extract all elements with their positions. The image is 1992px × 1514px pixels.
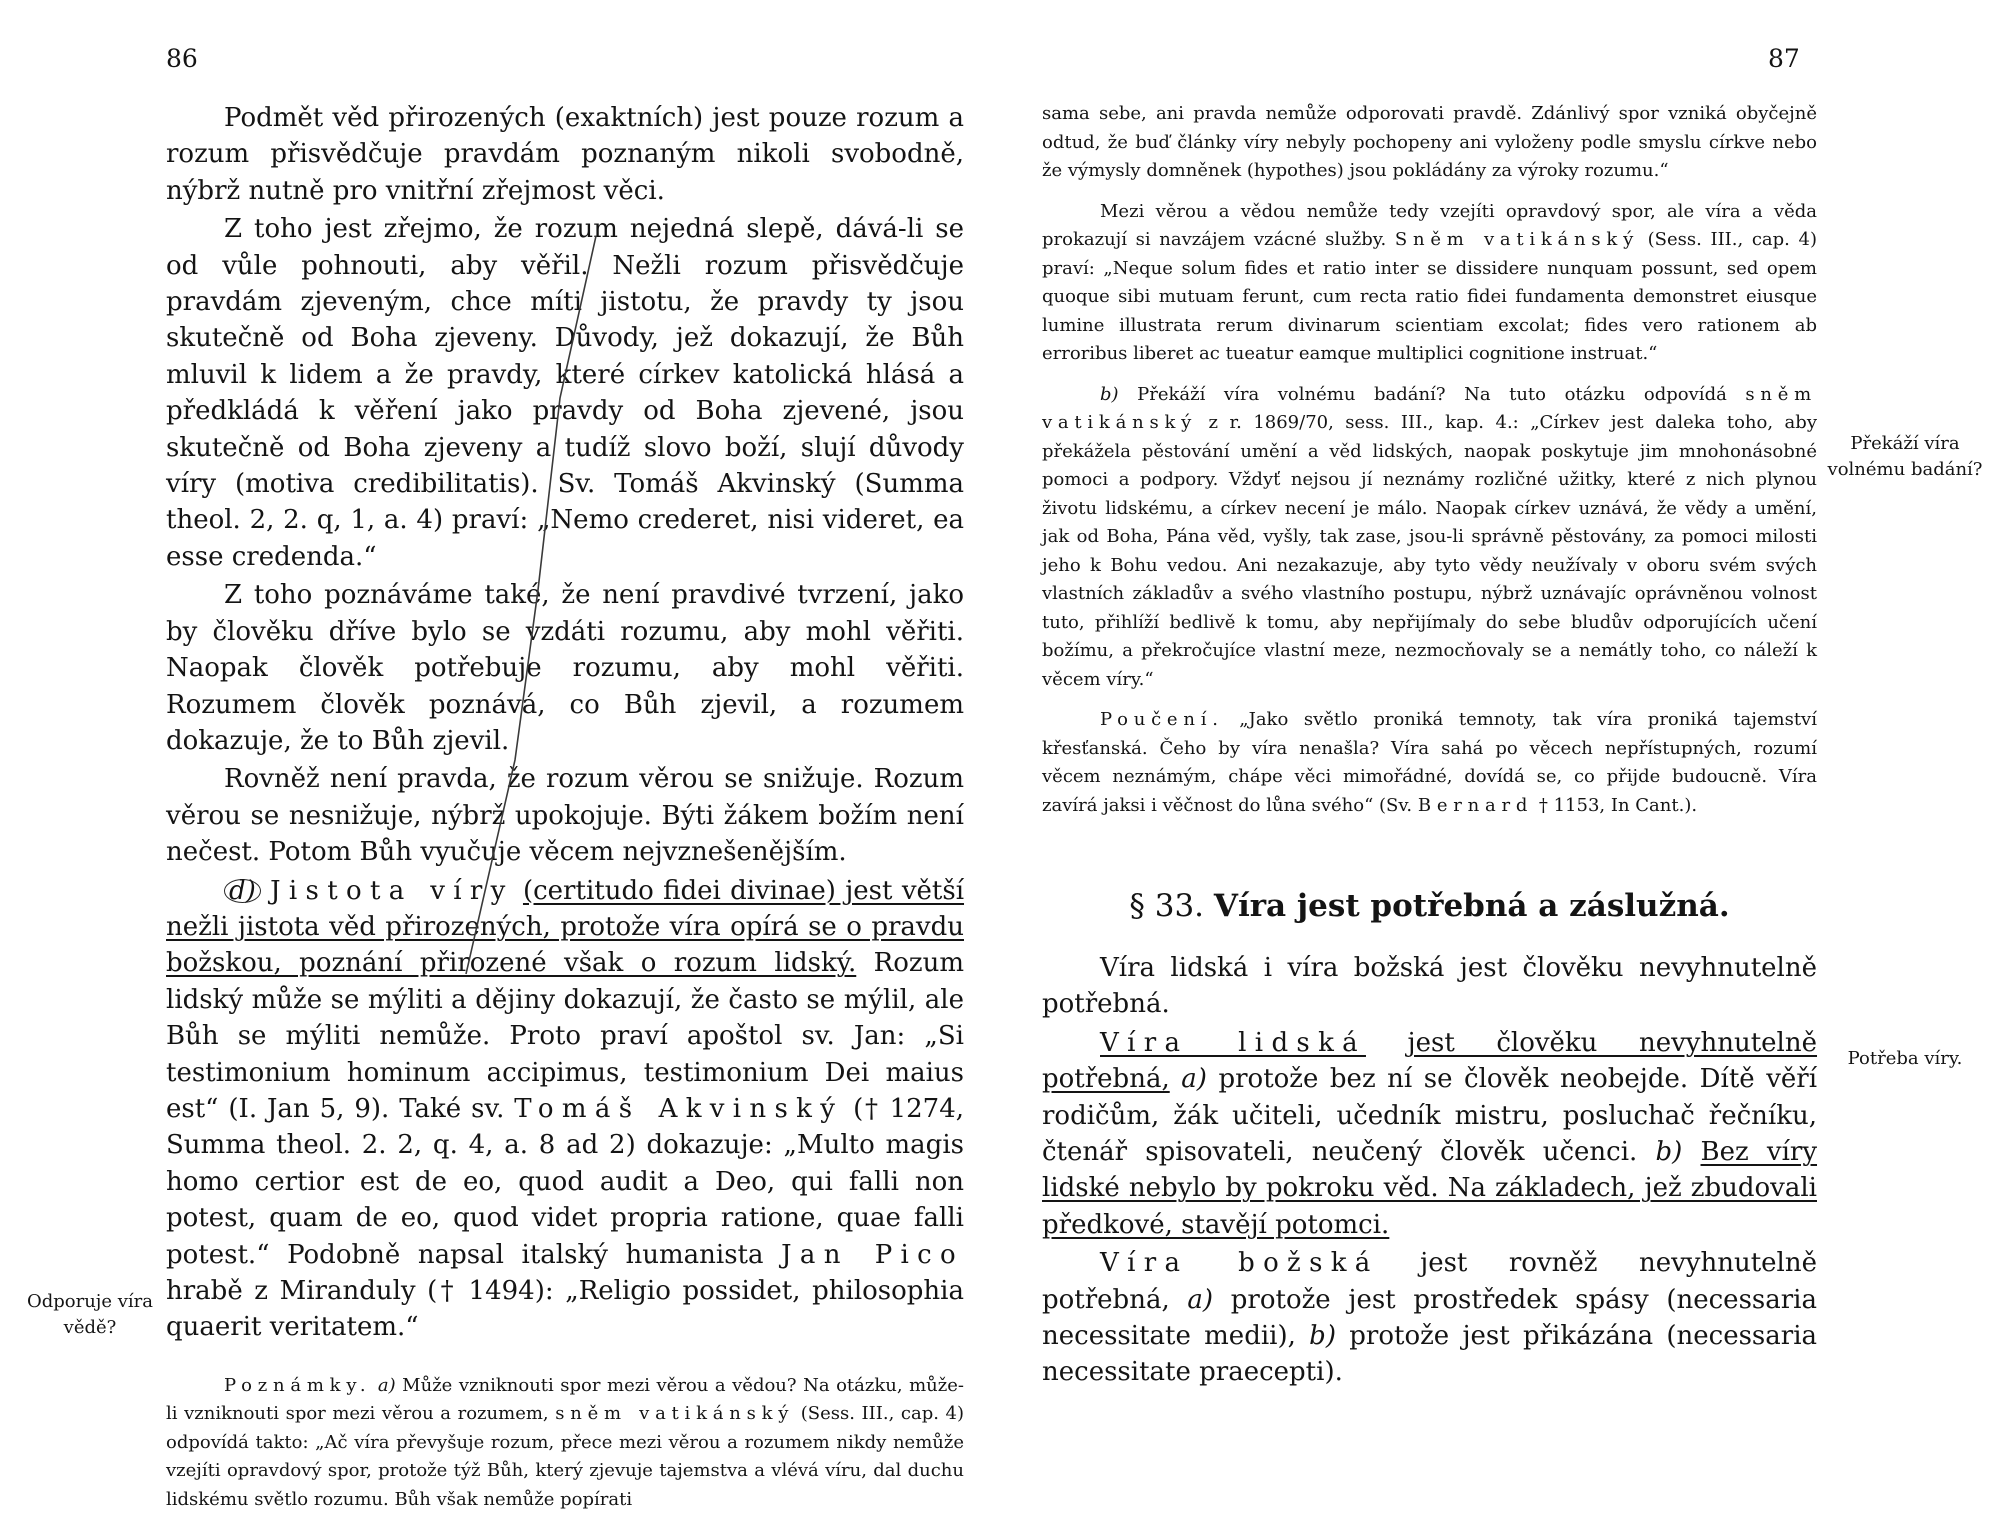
text: (Sess. III., cap. 4) praví: „Neque solum fides et ratio inter se dissidere nunquam possunt, sed opem quoque sibi mutuam ferunt, cum recta ratio fidei fundamenta demonstret eiusque lumine illustrata rerum divinarum scientiam excolat; fides vero rationem ab erroribus liberet ac tueatur eamque multiplici cognitione instruat.“ (1042, 229, 1817, 364)
text: protože bez ní se člověk neobejde. Dítě věří rodičům, žák učiteli, učedník mistru, posluchač řečníku, čtenář spisovateli, neučený člověk učenci. (1042, 1064, 1818, 1168)
page-number: 87 (1768, 44, 1800, 73)
page-number: 86 (166, 44, 198, 73)
term: Jistota víry (270, 875, 514, 906)
text: hrabě z Miranduly († 1494): „Religio possidet, philosophia quaerit veritatem.“ (166, 1276, 964, 1343)
person-name: Tomáš Akvinský (514, 1093, 844, 1124)
instruction-term: Poučení. (1100, 709, 1224, 730)
margin-note: Odporuje víra vědě? (26, 1291, 154, 1338)
council-name: sněm vatikánský (1042, 383, 1817, 433)
label: a) (1187, 1284, 1214, 1315)
notes-term: Poznámky. (224, 1374, 372, 1396)
text: Může vzniknouti spor mezi věrou a vědou? Na otázku, může-li vzniknouti spor mezi věrou a rozumem, (166, 1374, 964, 1425)
section-title: Víra jest potřebná a záslužná. (1213, 888, 1730, 924)
paragraph (1042, 198, 1817, 369)
right-page (996, 0, 1992, 1500)
section-heading (1042, 884, 1817, 928)
text: (Sess. III., cap. 4) odpovídá takto: „Ač víra převyšuje rozum, přece mezi věrou a rozumem nikdy nemůže vzejíti opravdový spor, protože týž Bůh, který zjevuje tajemstva a vlévá víru, dal duchu lidskému světlo rozumu. Bůh však nemůže popírati (166, 1403, 964, 1510)
person-name: Bernard (1417, 794, 1534, 816)
notes-paragraph (166, 1372, 964, 1514)
paragraph (1042, 1025, 1817, 1243)
label: b) (1309, 1321, 1336, 1352)
label: a) (1181, 1064, 1207, 1095)
left-page (0, 0, 996, 1510)
underlined-text: jest člověku nevyhnutelně potřebná, (1042, 1027, 1818, 1095)
paragraph: Z toho poznáváme také, že není pravdivé tvrzení, jako by člověku dříve bylo se vzdáti rozumu, aby mohl věřiti. Naopak člověk potřebuje rozumu, aby mohl věřiti. Rozumem člověk poznává, co Bůh zjevil, a rozumem dokazuje, že to Bůh zjevil. (166, 580, 964, 756)
margin-note: Potřeba víry. (1847, 1048, 1963, 1069)
underlined-text: (certitudo fidei divinae) jest větší nežli jistota věd přirozených, protože víra opírá se o pravdu božskou, poznání přirozené však o rozum lidský. (166, 875, 965, 979)
underlined-text: Bez víry lidské nebylo by pokroku věd. Na základech, jež zbudovali předkové, stavějí potomci. (1042, 1137, 1818, 1240)
text: protože jest prostředek spásy (necessaria necessitate medii), (1042, 1284, 1818, 1352)
text: Mezi věrou a vědou nemůže tedy vzejíti opravdový spor, ale víra a věda prokazují si navzájem vzácné služby. (1042, 200, 1817, 250)
text: jest rovněž nevyhnutelně potřebná, (1042, 1248, 1817, 1315)
certitude-paragraph (166, 873, 964, 1346)
label: b) (1100, 383, 1119, 405)
label: a) (377, 1374, 396, 1396)
text: † 1153, In Cant.). (1538, 794, 1698, 816)
label: b) (1655, 1137, 1683, 1168)
person-name: Jan Pico (781, 1239, 965, 1270)
instruction-paragraph (1042, 706, 1817, 820)
term: Víra lidská (1100, 1027, 1366, 1058)
text: protože jest přikázána (necessaria necessitate praecepti). (1042, 1321, 1818, 1388)
paragraph (1042, 1245, 1817, 1391)
paragraph: Podmět věd přirozených (exaktních) jest pouze rozum a rozum přisvědčuje pravdám poznaným nikoli svobodně, nýbrž nutně pro vnitřní zřejmost věci. (166, 103, 964, 206)
text: († 1274, Summa theol. 2. 2, q. 4, a. 8 ad 2) dokazuje: „Multo magis homo certior est de eo, quod audit a Deo, qui falli non potest, quam de eo, quod videt propria ratione, quae falli potest.“ Podobně napsal italský humanista (166, 1093, 965, 1270)
paragraph: Rovněž není pravda, že rozum věrou se snižuje. Rozum věrou se nesnižuje, nýbrž upokojuje. Býti žákem božím není nečest. Potom Bůh vyučuje věcem nejvznešenějším. (166, 764, 964, 868)
left-text-column (166, 100, 964, 1514)
text: „Jako světlo proniká temnoty, tak víra proniká tajemství křesťanská. Čeho by víra nenašla? Víra sahá po věcech nepřístupných, rozumí věcem neznámým, chápe věci mimořádné, dovídá se, co přijde budoucně. Víra zavírá jaksi i věčnost do lůna svého“ (Sv. (1042, 709, 1817, 816)
continued-paragraph: sama sebe, ani pravda nemůže odporovati pravdě. Zdánlivý spor vzniká obyčejně odtud, že buď články víry nebyly pochopeny ani vyloženy podle smyslu církve nebo že výmysly domněnek (hypothes) jsou pokládány za výroky rozumu.“ (1042, 103, 1817, 181)
paragraph: Víra lidská i víra božská jest člověku nevyhnutelně potřebná. (1042, 953, 1817, 1020)
section-number: § 33. (1129, 888, 1205, 924)
text: Rozum lidský může se mýliti a dějiny dokazují, že často se mýlil, ale Bůh se mýliti nemůže. Proto praví apoštol sv. Jan: „Si testimonium hominum accipimus, testimonium Dei maius est“ (I. Jan 5, 9). Také sv. (166, 948, 964, 1124)
paragraph (1042, 381, 1817, 695)
paragraph: Z toho jest zřejmo, že rozum nejedná slepě, dává-li se od vůle pohnouti, aby věřil. Nežli rozum přisvědčuje pravdám zjeveným, chce míti jistotu, že pravdy ty jsou skutečně od Boha zjeveny. Důvody, jež dokazují, že Bůh mluvil k lidem a že pravdy, které církev katolická hlásá a předkládá k věření jako pravdy od Boha zjevené, jsou skutečně od Boha zjeveny a tudíž slovo boží, slují důvody víry (motiva credibilitatis). Sv. Tomáš Akvinský (Summa theol. 2, 2. q, 1, a. 4) praví: „Nemo crederet, nisi videret, ea esse credenda.“ (166, 214, 964, 572)
council-name: Sněm vatikánský (1394, 229, 1640, 250)
council-name: sněm vatikánský (555, 1403, 795, 1425)
text: z r. 1869/70, sess. III., kap. 4.: „Církev jest daleka toho, aby překážela pěstování umění a věd lidských, naopak poskytuje jim mnohonásobné pomoci a podpory. Vždyť nejsou jí neznámy rozličné užitky, které z nich plynou životu lidskému, a církev necení je málo. Naopak církev uznává, že vědy a umění, jak od Boha, Pána věd, vyšly, tak zase, jsou-li správně pěstovány, za pomoci milosti jeho k Bohu vedou. Ani nezakazuje, aby tyto vědy neužívaly v oboru svém svých vlastních základův a svého vlastního postupu, nýbrž uznávajíc oprávněnou volnost tuto, přihlíží bedlivě k tomu, aby nepřijímaly do sebe bludův odporujících učení božímu, a překročujíce vlastní meze, nezmocňovaly se a nemátly toho, co náleží k věcem víry.“ (1042, 412, 1817, 690)
circled-marker: d) (224, 879, 261, 903)
right-text-column (1042, 100, 1817, 1391)
text: Překáží víra volnému badání? Na tuto otázku odpovídá (1137, 383, 1727, 405)
term: Víra božská (1100, 1248, 1379, 1279)
margin-note: Překáží víra volnému badání? (1827, 433, 1983, 480)
